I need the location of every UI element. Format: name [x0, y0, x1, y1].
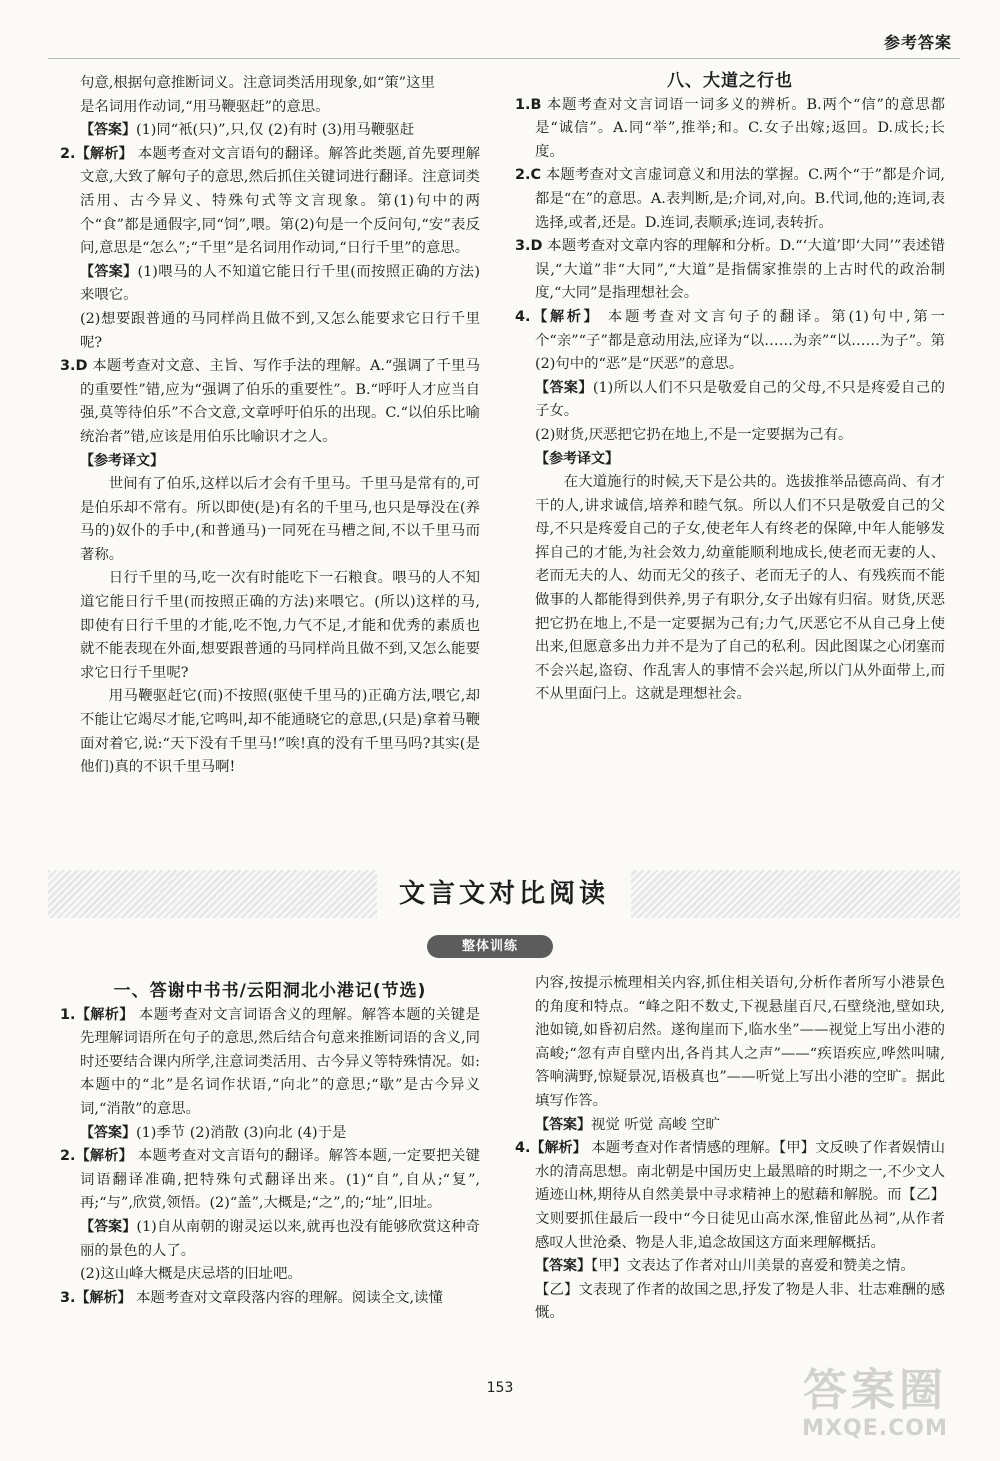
q4-answer-2: (2)财货,厌恶把它扔在地上,不是一定要据为己有。	[535, 426, 853, 443]
answer-text: (1)同“衹(只)”,只,仅 (2)有时 (3)用马鞭驱赶	[136, 122, 415, 139]
section-title: 一、答谢中书书/云阳洞北小港记(节选)	[113, 981, 427, 1001]
answer-tag: 【答案】	[80, 122, 136, 139]
q3	[60, 355, 480, 449]
analysis-tag: 【解析】	[530, 1140, 587, 1157]
bottom-left-column	[60, 980, 480, 1310]
section-banner	[48, 870, 960, 918]
answer-letter: D	[75, 358, 88, 375]
question-number: 2.	[60, 1148, 76, 1165]
q2-analysis	[60, 1145, 480, 1216]
question-number: 1.	[515, 96, 531, 113]
watermark-bottom: MXQE.COM	[802, 1416, 948, 1441]
question-number: 1.	[60, 1006, 76, 1023]
question-number: 4.	[515, 1140, 531, 1157]
translation-tag: 【参考译文】	[535, 450, 619, 467]
translation-paragraph-1: 世间有了伯乐,这样以后才会有千里马。千里马是常有的,可是伯乐却不常有。所以即使(是)有名的千里马,也只是辱没在(养马的)奴仆的手中,(和普通马)一同死在马槽之间,不以千里马而著称。	[80, 476, 480, 563]
analysis-tag: 【解析】	[75, 145, 133, 162]
answer-text: (1)所以人们不只是敬爱自己的父母,不只是疼爱自己的子女。	[535, 379, 945, 420]
question-number: 2.	[60, 145, 76, 162]
translation-paragraph: 在大道施行的时候,天下是公共的。选拔推举品德高尚、有才干的人,讲求诚信,培养和睦气氛。所以人们不只是敬爱自己的父母,不只是疼爱自己的子女,使老年人有终老的保障,中年人能够发挥自己的才能,为社会效力,幼童能顺利地成长,使老而无妻的人、老而无夫的人、幼而无父的孩子、老而无子的人、有残疾而不能做事的人都能得到供养,男子有职分,女子出嫁有归宿。财货,厌恶把它扔在地上,不是一定要据为己有;力气,厌恶它不从自己身上使出来,但愿意多出力并不是为了自己的私利。因此图谋之心闭塞而不会兴起,盗窃、作乱害人的事情不会兴起,所以门从外面带上,而不从里面闩上。这就是理想社会。	[535, 474, 945, 703]
translation-paragraph-2: 日行千里的马,吃一次有时能吃下一石粮食。喂马的人不知道它能日行千里(而按照正确的方法)来喂它。(所以)这样的马,即使有日行千里的才能,吃不饱,力气不足,才能和优秀的素质也就不能表现在外面,想要跟普通的马同样尚且做不到,又怎么能要求它日行千里呢?	[80, 570, 480, 681]
bottom-right-column	[515, 972, 945, 1326]
analysis-text: 本题考查对文言句子的翻译。第(1)句中,第一个“亲”“子”都是意动用法,应译为“以……为亲”“以……为子”。第(2)句中的“恶”是“厌恶”的意思。	[535, 308, 946, 373]
q2-answer-2: (2)这山峰大概是庆忌塔的旧址吧。	[80, 1266, 302, 1283]
q4-answer	[515, 1255, 945, 1279]
top-left-column	[60, 72, 480, 780]
analysis-tag: 【解析】	[530, 308, 601, 325]
q3	[515, 235, 945, 306]
analysis-text: 本题考查对文言词语含义的理解。解答本题的关键是先理解词语所在句子的意思,然后结合句意来推断词语的含义,同时还要结合课内所学,注意词类活用、古今异义等特殊情况。如:本题中的“北”是名词作状语,“向北”的意思;“歇”是古今异义词,“消散”的意思。	[80, 1006, 480, 1117]
q2-answer	[60, 1216, 480, 1263]
answer-text: (1)自从南朝的谢灵运以来,就再也没有能够欣赏这种奇丽的景色的人了。	[80, 1218, 481, 1259]
question-number: 2.	[515, 167, 531, 184]
question-number: 3.	[60, 358, 76, 375]
q4-analysis	[515, 1137, 945, 1255]
intro-line-2: 是名词用作动词,“用马鞭驱赶”的意思。	[80, 98, 330, 115]
analysis-tag: 【解析】	[75, 1148, 133, 1165]
q4-answer	[515, 377, 945, 424]
q2-answer-2: (2)想要跟普通的马同样尚且做不到,又怎么能要求它日行千里呢?	[80, 310, 480, 351]
analysis-text: 本题考查对文言语句的翻译。解答本题,一定要把关键词语翻译准确,把特殊句式翻译出来。(1)“自”,自从;“复”,再;“与”,欣赏,领悟。(2)“盖”,大概是;“之”,的;“址”,旧址。	[80, 1148, 481, 1212]
q1	[515, 94, 945, 165]
q1-answer	[60, 1122, 480, 1146]
training-pill: 整体训练	[427, 935, 553, 958]
banner-title: 文言文对比阅读	[377, 870, 631, 918]
q3-analysis	[60, 1287, 480, 1311]
q3-text: 本题考查对文章内容的理解和分析。D.“‘大道’即‘大同’”表述错误,“大道”非“大同”,“大道”是指儒家推崇的上古时代的政治制度,“大同”是指理想社会。	[535, 238, 945, 302]
answer-tag: 【答案】	[80, 1218, 137, 1235]
answer-letter: D	[530, 238, 543, 255]
analysis-text: 本题考查对文章段落内容的理解。阅读全文,读懂	[136, 1289, 443, 1306]
answer-tag: 【答案】	[535, 1258, 591, 1275]
watermark-top: 答案圈	[803, 1365, 947, 1416]
analysis-text: 本题考查对作者情感的理解。【甲】文反映了作者娱情山水的清高思想。南北朝是中国历史上最黑暗的时期之一,不少文人遁迹山林,期待从自然美景中寻求精神上的慰藉和解脱。而【乙】文则要抓住最后一段中“今日徒见山高水深,惟留此丛祠”,从作者感叹人世沧桑、物是人非,追念故国这方面来理解概括。	[535, 1140, 945, 1251]
answer-text: (1)季节 (2)消散 (3)向北 (4)于是	[136, 1124, 347, 1141]
q4-analysis	[515, 306, 945, 377]
page-number: 153	[486, 1380, 514, 1396]
header-rule	[48, 58, 960, 59]
answer-tag: 【答案】	[80, 1124, 136, 1141]
q2-text: 本题考查对文言虚词意义和用法的掌握。C.两个“于”都是介词,都是“在”的意思。A.表判断,是;介词,对,向。B.代词,他的;连词,表选择,或者,还是。D.连词,表顺承;连词,表转折。	[535, 167, 945, 231]
answer-letter: C	[530, 167, 542, 184]
page-header: 参考答案	[883, 33, 952, 52]
answer-text: 【甲】文表达了作者对山川美景的喜爱和赞美之情。	[591, 1258, 915, 1275]
q3-text: 本题考查对文意、主旨、写作手法的理解。A.“强调了千里马的重要性”错,应为“强调了伯乐的重要性”。B.“呼吁人才应当自强,莫等待伯乐”不合文意,文章呼吁伯乐的出现。C.“以伯乐比喻统治者”错,应该是用伯乐比喻识才之人。	[80, 358, 481, 445]
analysis-text: 本题考查对文言语句的翻译。解答此类题,首先要理解文意,大致了解句子的意思,然后抓住关键词进行翻译。注意词类活用、古今异义、特殊句式等文言现象。第(1)句中的两个“食”都是通假字,同“饲”,喂。第(2)句是一个反问句,“安”表反问,意思是“怎么”;“千里”是名词用作动词,“日行千里”的意思。	[80, 145, 481, 257]
question-number: 3.	[60, 1289, 76, 1306]
q2-analysis	[60, 143, 480, 261]
intro-line-1: 句意,根据句意推断词义。注意词类活用现象,如“策”这里	[80, 75, 435, 91]
q1-text: 本题考查对文言词语一词多义的辨析。B.两个“信”的意思都是“诚信”。A.同“举”,推举;和。C.女子出嫁;返回。D.成长;长度。	[535, 96, 945, 160]
translation-tag: 【参考译文】	[80, 452, 164, 469]
answer-tag: 【答案】	[535, 379, 593, 396]
q3-answer	[515, 1114, 945, 1138]
question-number: 4.	[515, 308, 531, 325]
top-right-column	[515, 70, 945, 707]
answer-text: (1)喂马的人不知道它能日行千里(而按照正确的方法)来喂它。	[80, 263, 480, 304]
analysis-tag: 【解析】	[75, 1289, 132, 1306]
answer-tag: 【答案】	[80, 263, 138, 280]
q3-continued: 内容,按提示梳理相关内容,抓住相关语句,分析作者所写小港景色的角度和特点。“峰之阳不数丈,下视悬崖百尺,石壁绕池,壁如玦,池如镜,如昏初启然。遂徇崖而下,临水坐”——视觉上写出小港的高峻;“忽有声自壁内出,各肖其人之声”——“疾语疾应,哗然叫啸,答响满野,惊疑景况,语极真也”——听觉上写出小港的空旷。据此填写作答。	[535, 975, 945, 1109]
q1-analysis	[60, 1004, 480, 1122]
analysis-tag: 【解析】	[75, 1006, 134, 1023]
q2-answer	[60, 261, 480, 308]
watermark-logo	[780, 1365, 970, 1449]
question-number: 3.	[515, 238, 531, 255]
q4-answer-2: 【乙】文表现了作者的故国之思,抒发了物是人非、壮志难酬的感慨。	[535, 1281, 945, 1322]
answer-letter: B	[530, 96, 542, 113]
q1-answer	[60, 119, 480, 143]
answer-text: 视觉 听觉 高峻 空旷	[591, 1116, 720, 1133]
answer-tag: 【答案】	[535, 1116, 591, 1133]
q2	[515, 164, 945, 235]
translation-paragraph-3: 用马鞭驱赶它(而)不按照(驱使千里马的)正确方法,喂它,却不能让它竭尽才能,它鸣叫,却不能通晓它的意思,(只是)拿着马鞭面对着它,说:“天下没有千里马!”唉!真的没有千里马吗?其实(是他们)真的不识千里马啊!	[80, 688, 480, 776]
section-title: 八、大道之行也	[667, 71, 793, 91]
